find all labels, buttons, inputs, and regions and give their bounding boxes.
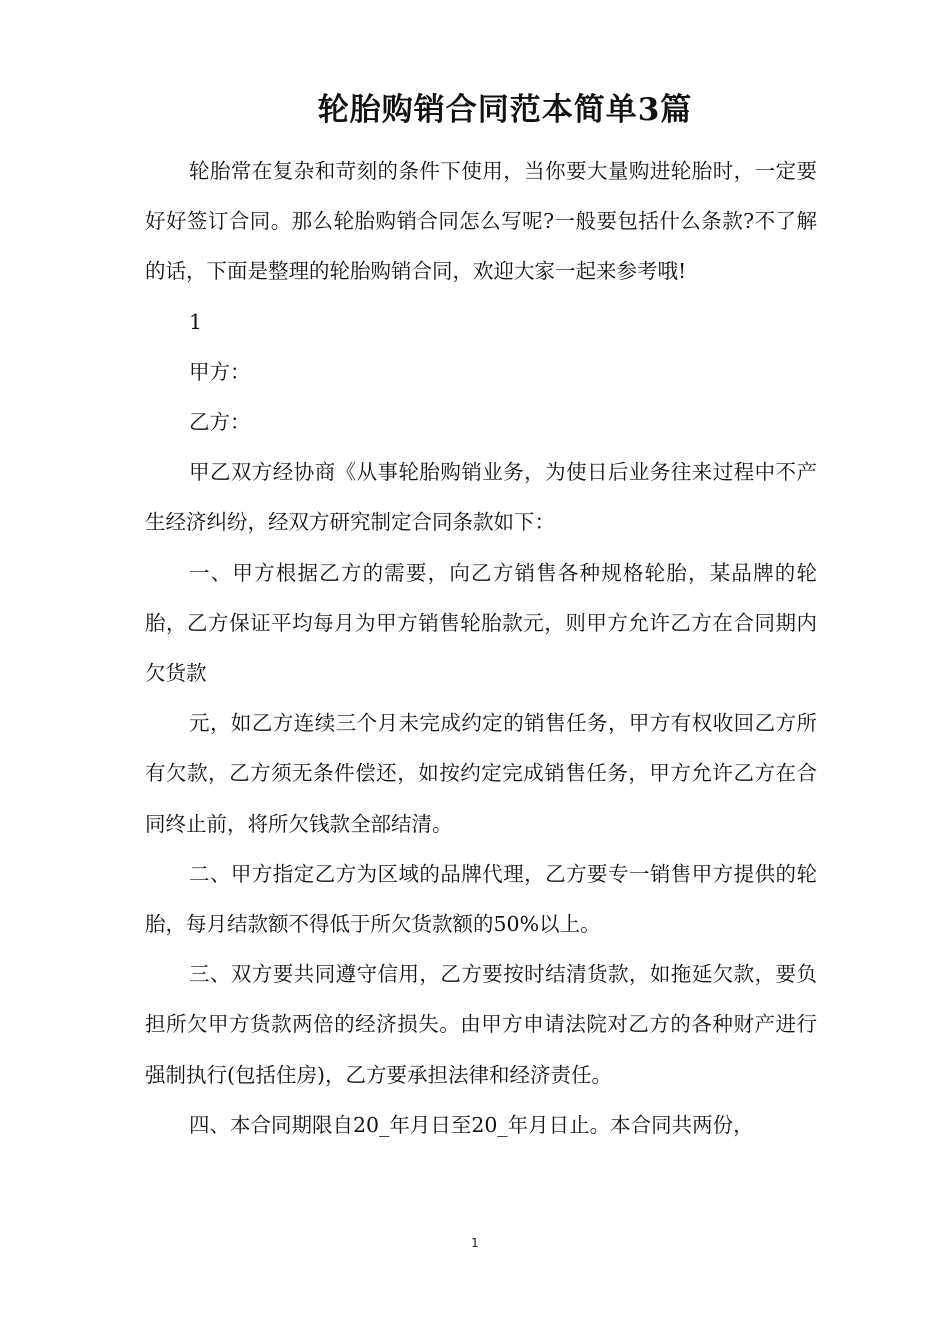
page-title: 轮胎购销合同范本简单3篇 [317, 92, 693, 128]
section-number: 1 [189, 309, 203, 334]
clause-2-paragraph: 二、甲方指定乙方为区域的品牌代理，乙方要专一销售甲方提供的轮胎，每月结款额不得低于所欠货款额的50%以上。 [145, 861, 817, 937]
clause-3-paragraph: 三、双方要共同遵守信用，乙方要按时结清货款，如拖延欠款，要负担所欠甲方货款两倍的经济损失。由甲方申请法院对乙方的各种财产进行强制执行(包括住房)，乙方要承担法律和经济责任。 [145, 962, 817, 1087]
preamble-paragraph: 甲乙双方经协商《从事轮胎购销业务，为使日后业务往来过程中不产生经济纠纷，经双方研究制定合同条款如下： [145, 460, 817, 535]
party-b-label: 乙方： [189, 410, 251, 435]
document-body [145, 146, 817, 1150]
party-a-label: 甲方： [189, 359, 251, 384]
clause-1-continued-paragraph: 元，如乙方连续三个月未完成约定的销售任务，甲方有权收回乙方所有欠款，乙方须无条件偿还，如按约定完成销售任务，甲方允许乙方在合同终止前，将所欠钱款全部结清。 [145, 711, 817, 836]
intro-paragraph: 轮胎常在复杂和苛刻的条件下使用，当你要大量购进轮胎时，一定要好好签订合同。那么轮胎购销合同怎么写呢?一般要包括什么条款?不了解的话，下面是整理的轮胎购销合同，欢迎大家一起来参考哦! [145, 159, 817, 284]
page-number: 1 [471, 1236, 479, 1250]
clause-4-paragraph: 四、本合同期限自20_年月日至20_年月日止。本合同共两份， [189, 1112, 754, 1137]
clause-1-paragraph: 一、甲方根据乙方的需要，向乙方销售各种规格轮胎，某品牌的轮胎，乙方保证平均每月为甲方销售轮胎款元，则甲方允许乙方在合同期内欠货款 [145, 560, 817, 686]
